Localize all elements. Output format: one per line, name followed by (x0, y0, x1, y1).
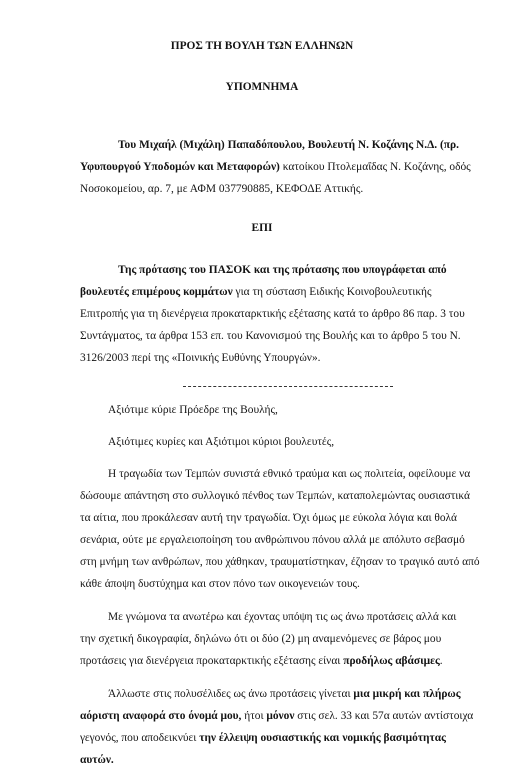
para3-line-4: αυτών. (80, 754, 114, 766)
para1-line-3: τα αίτια, που προκάλεσαν αυτή την τραγωδία. Όχι όμως με εύκολα λόγια και θολά (80, 512, 458, 524)
subject-line-1: Της πρότασης του ΠΑΣΟΚ και της πρότασης που υπογράφεται από (118, 264, 447, 276)
author-address: κατοίκου Πτολεμαΐδας Ν. Κοζάνης, οδός (279, 161, 471, 173)
para2-period: . (439, 655, 443, 667)
recipient-heading: ΠΡΟΣ ΤΗ ΒΟΥΛΗ ΤΩΝ ΕΛΛΗΝΩΝ (170, 40, 354, 52)
subject-bold: βουλευτές επιμέρους κομμάτων (80, 286, 233, 298)
subject-line-2 (80, 287, 432, 298)
para3-bold-1: μια μικρή και πλήρως (353, 688, 461, 700)
para3-bold-4: την έλλειψη ουσιαστικής και νομικής βασιμότητας (199, 732, 446, 744)
para1-line-5: στη μνήμη των ανθρώπων, που χάθηκαν, τραυματίστηκαν, έζησαν το τραγικό αυτό από (80, 556, 480, 568)
para3-line-2 (80, 711, 473, 722)
para3-text-4: γεγονός, που αποδεικνύει (80, 732, 200, 744)
author-line-1: Του Μιχαήλ (Μιχάλη) Παπαδόπουλου, Βουλευτή Ν. Κοζάνης Ν.Δ. (πρ. (118, 139, 459, 151)
para2-line-1: Με γνώμονα τα ανωτέρω και έχοντας υπόψη τις ως άνω προτάσεις αλλά και (108, 611, 457, 623)
para3-line-1 (108, 689, 461, 700)
salutation-members: Αξιότιμες κυρίες και Αξιότιμοι κύριοι βουλευτές, (108, 436, 335, 448)
para1-line-1: Η τραγωδία των Τεμπών συνιστά εθνικό τραύμα και ως πολιτεία, οφείλουμε να (108, 468, 471, 480)
para1-line-6: κάθε άποψη δυστύχημα και στον πόνο των οικογενειών τους. (80, 578, 360, 590)
subject-line-3: Επιτροπής για τη διενέργεια προκαταρκτικής εξέτασης κατά το άρθρο 86 παρ. 3 του (80, 308, 465, 320)
para1-line-2: δώσουμε απάντηση στο συλλογικό πένθος των Τεμπών, καταπολεμώντας ουσιαστικά (80, 490, 470, 502)
para3-bold-2: αόριστη αναφορά στο όνομά μου, (80, 710, 242, 722)
para2-bold: προδήλως αβάσιμες (343, 655, 440, 667)
para2-line-2: την σχετική δικογραφία, δηλώνω ότι οι δύο (2) μη αναμενόμενες σε βάρος μου (80, 633, 442, 645)
para3-text-2: ήτοι (241, 710, 267, 722)
para2-line-3 (80, 656, 443, 667)
epi-heading: ΕΠΙ (251, 222, 273, 234)
para2-text: προτάσεις για διενέργεια προκαταρκτικής εξέτασης είναι (80, 655, 344, 667)
para3-text-3: στις σελ. 33 και 57α αυτών αντίστοιχα (294, 710, 474, 722)
subject-text: για τη σύσταση Ειδικής Κοινοβουλευτικής (232, 286, 432, 298)
para3-text-1: Άλλωστε στις πολυσέλιδες ως άνω προτάσεις γίνεται (108, 688, 354, 700)
subject-line-4: Συντάγματος, τα άρθρα 153 επ. του Κανονισμού της Βουλής και το άρθρο 5 του Ν. (80, 330, 461, 342)
subject-line-5: 3126/2003 περί της «Ποινικής Ευθύνης Υπουργών». (80, 352, 321, 364)
para3-line-3 (80, 733, 446, 744)
author-line-3: Νοσοκομείου, αρ. 7, με ΑΦΜ 037790885, ΚΕΦΟΔΕ Αττικής. (80, 183, 364, 195)
author-role: Υφυπουργού Υποδομών και Μεταφορών) (80, 161, 280, 173)
separator-line (183, 386, 393, 387)
salutation-president: Αξιότιμε κύριε Πρόεδρε της Βουλής, (108, 404, 278, 416)
para3-bold-3: μόνον (266, 710, 295, 722)
document-title: ΥΠΟΜΝΗΜΑ (225, 81, 299, 93)
para1-line-4: σενάρια, ούτε με εργαλειοποίηση του ανθρώπινου πόνου αλλά με απόλυτο σεβασμό (80, 534, 465, 546)
author-line-2 (80, 162, 471, 173)
